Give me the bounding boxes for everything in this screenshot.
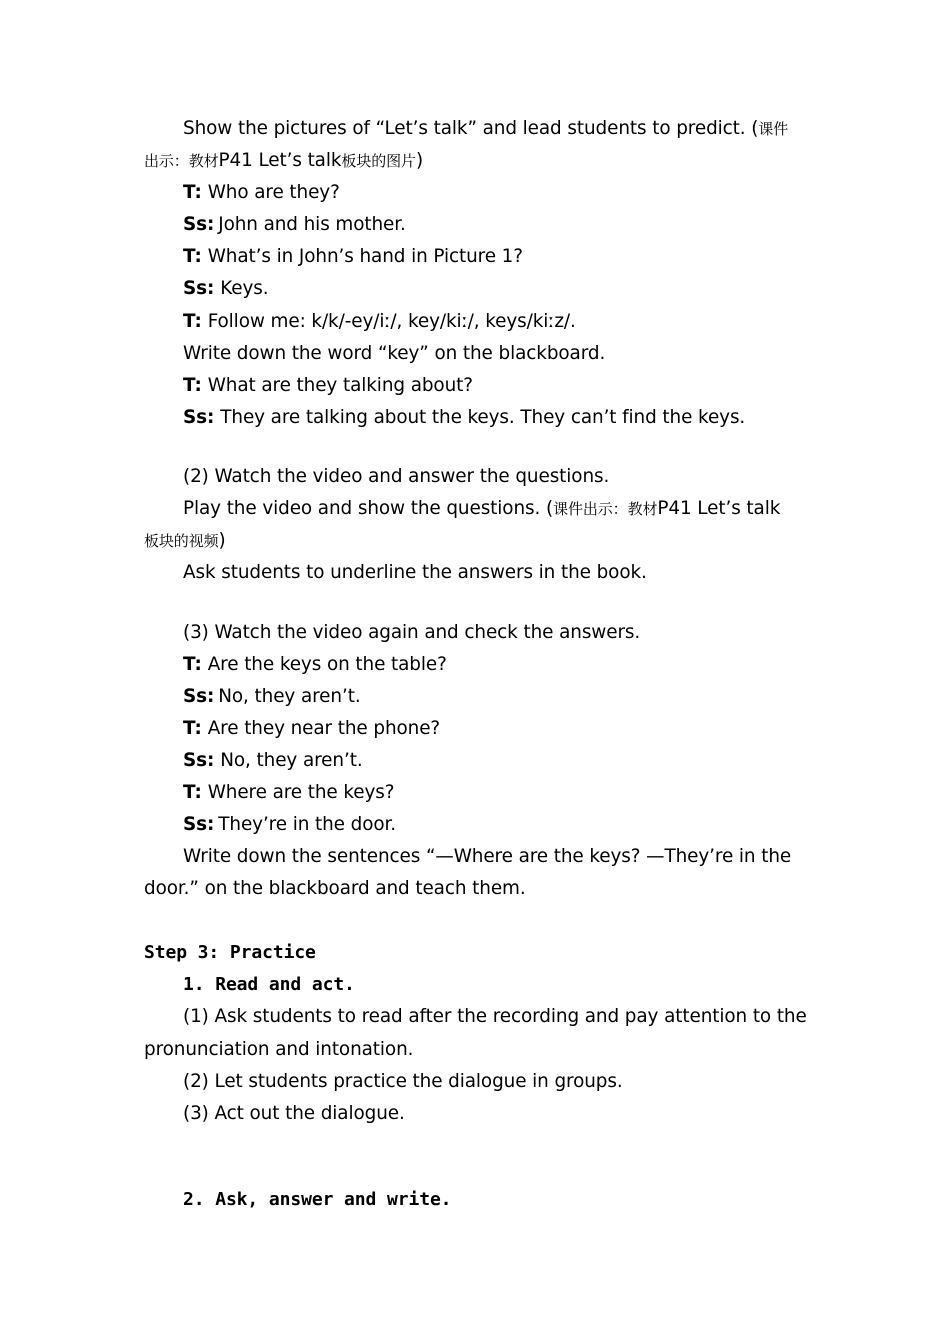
dialogue-text: Keys.: [220, 278, 269, 299]
practice-item-1-line-1: (1) Ask students to read after the recording and pay attention to the: [183, 1006, 807, 1027]
dialogue-text: They’re in the door.: [218, 814, 397, 835]
speaker-label: Ss:: [183, 407, 215, 428]
watch-instruction-line-2: [144, 529, 226, 553]
dialogue-text: No, they aren’t.: [220, 750, 363, 771]
speaker-label: Ss:: [183, 278, 215, 299]
intro-line-1: [183, 117, 788, 141]
dialogue-line: [183, 181, 340, 205]
practice-item-3: (3) Act out the dialogue.: [183, 1103, 405, 1124]
dialogue-text: What’s in John’s hand in Picture 1?: [207, 246, 523, 267]
speaker-label: T:: [183, 375, 202, 396]
dialogue-text: Where are the keys?: [207, 782, 395, 803]
speaker-label: Ss:: [183, 214, 215, 235]
speaker-label: T:: [183, 718, 202, 739]
dialogue-text: What are they talking about?: [207, 375, 473, 396]
speaker-label: T:: [183, 246, 202, 267]
section-title: (2) Watch the video and answer the questions.: [183, 466, 610, 487]
intro-resource: P41 Let’s talk: [218, 150, 342, 171]
instruction-line: Write down the word “key” on the blackboard.: [183, 343, 606, 364]
intro-text: Show the pictures of “Let’s talk” and lead students to predict. (: [183, 118, 759, 139]
watch-text: Play the video and show the questions. (: [183, 498, 554, 519]
dialogue-line: [183, 245, 523, 269]
watch-resource: P41 Let’s talk: [657, 498, 781, 519]
speaker-label: T:: [183, 311, 202, 332]
dialogue-line: [183, 277, 269, 301]
instruction-line-1: Write down the sentences “—Where are the keys? —They’re in the: [183, 846, 792, 867]
dialogue-line: [183, 717, 440, 741]
dialogue-text: No, they aren’t.: [218, 686, 361, 707]
dialogue-line: [183, 749, 363, 773]
subsection-heading: 2. Ask, answer and write.: [183, 1189, 452, 1210]
dialogue-text: Who are they?: [207, 182, 340, 203]
speaker-label: Ss:: [183, 686, 215, 707]
dialogue-text: Are the keys on the table?: [207, 654, 447, 675]
dialogue-text: John and his mother.: [218, 214, 406, 235]
watch-close-paren: ): [218, 530, 226, 551]
practice-item-2: (2) Let students practice the dialogue in groups.: [183, 1071, 623, 1092]
speaker-label: Ss:: [183, 814, 215, 835]
speaker-label: Ss:: [183, 750, 215, 771]
intro-cn-text-3: 板块的图片: [341, 152, 416, 170]
section-title: (3) Watch the video again and check the answers.: [183, 622, 641, 643]
instruction-line-2: door.” on the blackboard and teach them.: [144, 878, 526, 899]
speaker-label: T:: [183, 782, 202, 803]
speaker-label: T:: [183, 654, 202, 675]
intro-line-2: [144, 149, 423, 173]
watch-cn-text: 课件出示：教材: [553, 500, 658, 518]
step-heading: Step 3: Practice: [144, 942, 316, 963]
intro-close-paren: ): [415, 150, 424, 171]
dialogue-line: [183, 406, 745, 430]
dialogue-line: [183, 213, 406, 237]
speaker-label: T:: [183, 182, 202, 203]
intro-cn-text-2: 出示：教材: [144, 152, 219, 170]
dialogue-line: [183, 685, 361, 709]
dialogue-text: They are talking about the keys. They can’t find the keys.: [220, 407, 746, 428]
watch-instruction-line-1: [183, 497, 780, 521]
instruction-line: Ask students to underline the answers in the book.: [183, 562, 647, 583]
intro-cn-text: 课件: [758, 120, 789, 138]
dialogue-line: [183, 653, 447, 677]
subsection-heading: 1. Read and act.: [183, 974, 355, 995]
watch-cn-text-2: 板块的视频: [144, 532, 219, 550]
dialogue-text: Are they near the phone?: [207, 718, 441, 739]
dialogue-line: [183, 310, 576, 334]
dialogue-text: Follow me: k/k/-ey/iː/, key/kiː/, keys/kiːz/.: [207, 311, 576, 332]
dialogue-line: [183, 781, 394, 805]
dialogue-line: [183, 813, 396, 837]
dialogue-line: [183, 374, 473, 398]
practice-item-1-line-2: pronunciation and intonation.: [144, 1039, 414, 1060]
